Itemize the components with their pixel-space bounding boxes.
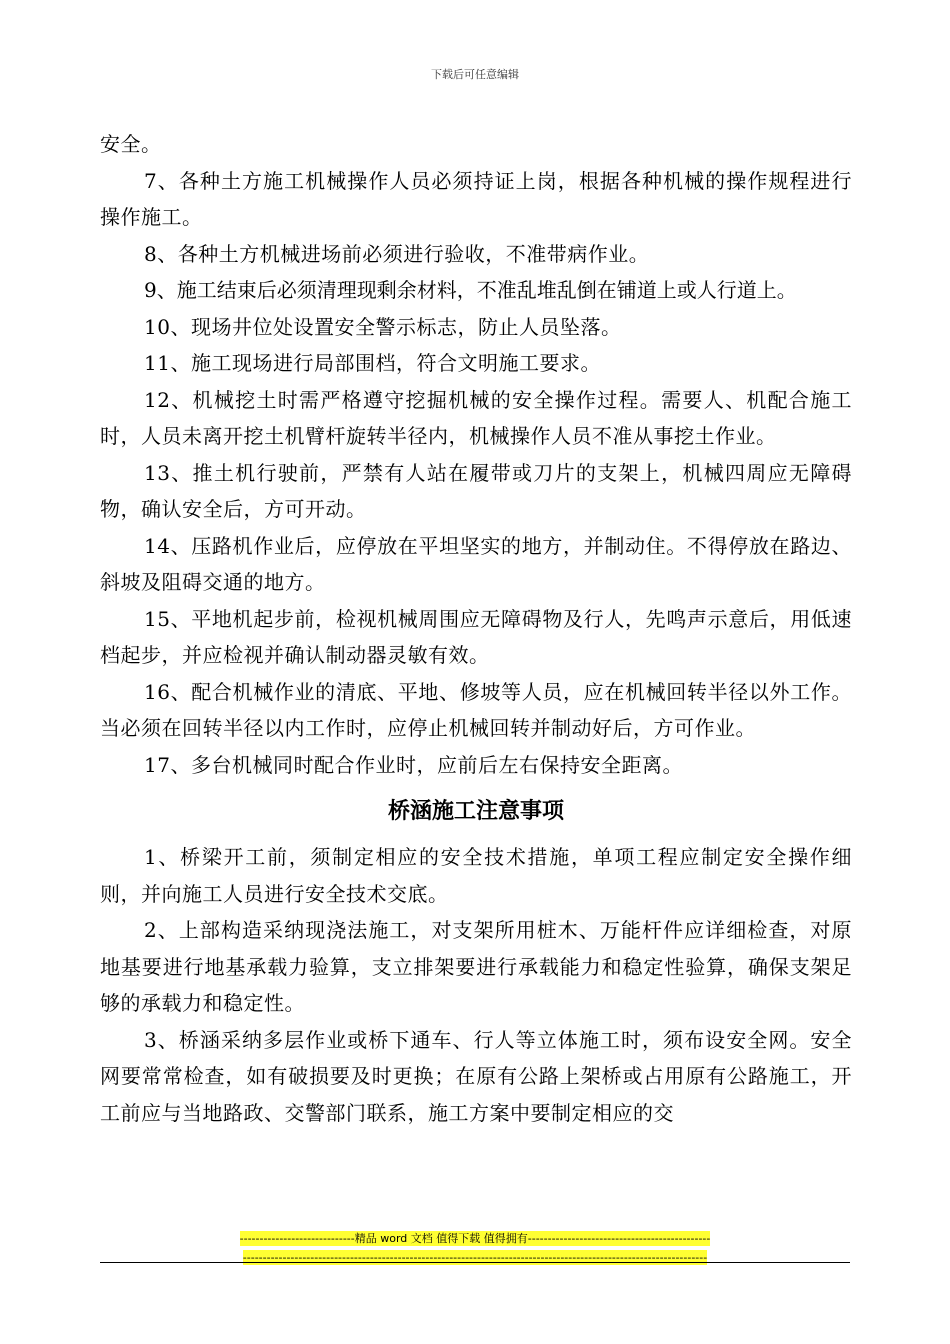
paragraph: 17、多台机械同时配合作业时，应前后左右保持安全距离。: [144, 752, 683, 777]
paragraph: 1、桥梁开工前，须制定相应的安全技术措施，单项工程应制定安全操作细则，并向施工人员进行安全技术交底。: [100, 845, 852, 906]
paragraph: 13、推土机行驶前，严禁有人站在履带或刀片的支架上，机械四周应无障碍物，确认安全后，方可开动。: [100, 460, 852, 521]
paragraph: 9、施工结束后必须清理现剩余材料，不准乱堆乱倒在铺道上或人行道上。: [144, 278, 797, 302]
page-footer: [0, 1227, 950, 1265]
paragraph: 7、各种土方施工机械操作人员必须持证上岗，根据各种机械的操作规程进行操作施工。: [100, 168, 852, 229]
paragraph: 2、上部构造采纳现浇法施工，对支架所用桩木、万能杆件应详细检查，对原地基要进行地基承载力验算，支立排架要进行承载能力和稳定性验算，确保支架足够的承载力和稳定性。: [100, 918, 852, 1015]
paragraph: 8、各种土方机械进场前必须进行验收，不准带病作业。: [144, 241, 650, 266]
paragraph: 安全。: [100, 132, 162, 156]
paragraph: 3、桥涵采纳多层作业或桥下通车、行人等立体施工时，须布设安全网。安全网要常常检查，如有破损要及时更换；在原有公路上架桥或占用原有公路施工，开工前应与当地路政、交警部门联系，施工方案中要制定相应的交: [100, 1027, 852, 1125]
paragraph: 10、现场井位处设置安全警示标志，防止人员坠落。: [144, 314, 622, 339]
page-header: 下载后可任意编辑: [431, 68, 519, 81]
document-body: [100, 126, 852, 1131]
paragraph: 11、施工现场进行局部围档，符合文明施工要求。: [144, 351, 601, 375]
footer-dash-line: ---------------------------------------------------------------------------------------------------------------------: [242, 1251, 708, 1264]
paragraph: 14、压路机作业后，应停放在平坦坚实的地方，并制动住。不得停放在路边、斜坡及阻碍交通的地方。: [100, 533, 852, 594]
paragraph: 16、配合机械作业的清底、平地、修坡等人员，应在机械回转半径以外工作。当必须在回转半径以内工作时，应停止机械回转并制动好后，方可作业。: [100, 679, 852, 740]
paragraph: 12、机械挖土时需严格遵守挖掘机械的安全操作过程。需要人、机配合施工时，人员未离开挖土机臂杆旋转半径内，机械操作人员不准从事挖土作业。: [100, 387, 852, 448]
section-title: 桥涵施工注意事项: [387, 798, 564, 824]
paragraph: 15、平地机起步前，检视机械周围应无障碍物及行人，先鸣声示意后，用低速档起步，并应检视并确认制动器灵敏有效。: [100, 606, 852, 667]
footer-promo-line: -----------------------------精品 word 文档 值得下载 值得拥有----------------------------------------------: [239, 1232, 711, 1245]
footer-divider: [100, 1262, 850, 1263]
